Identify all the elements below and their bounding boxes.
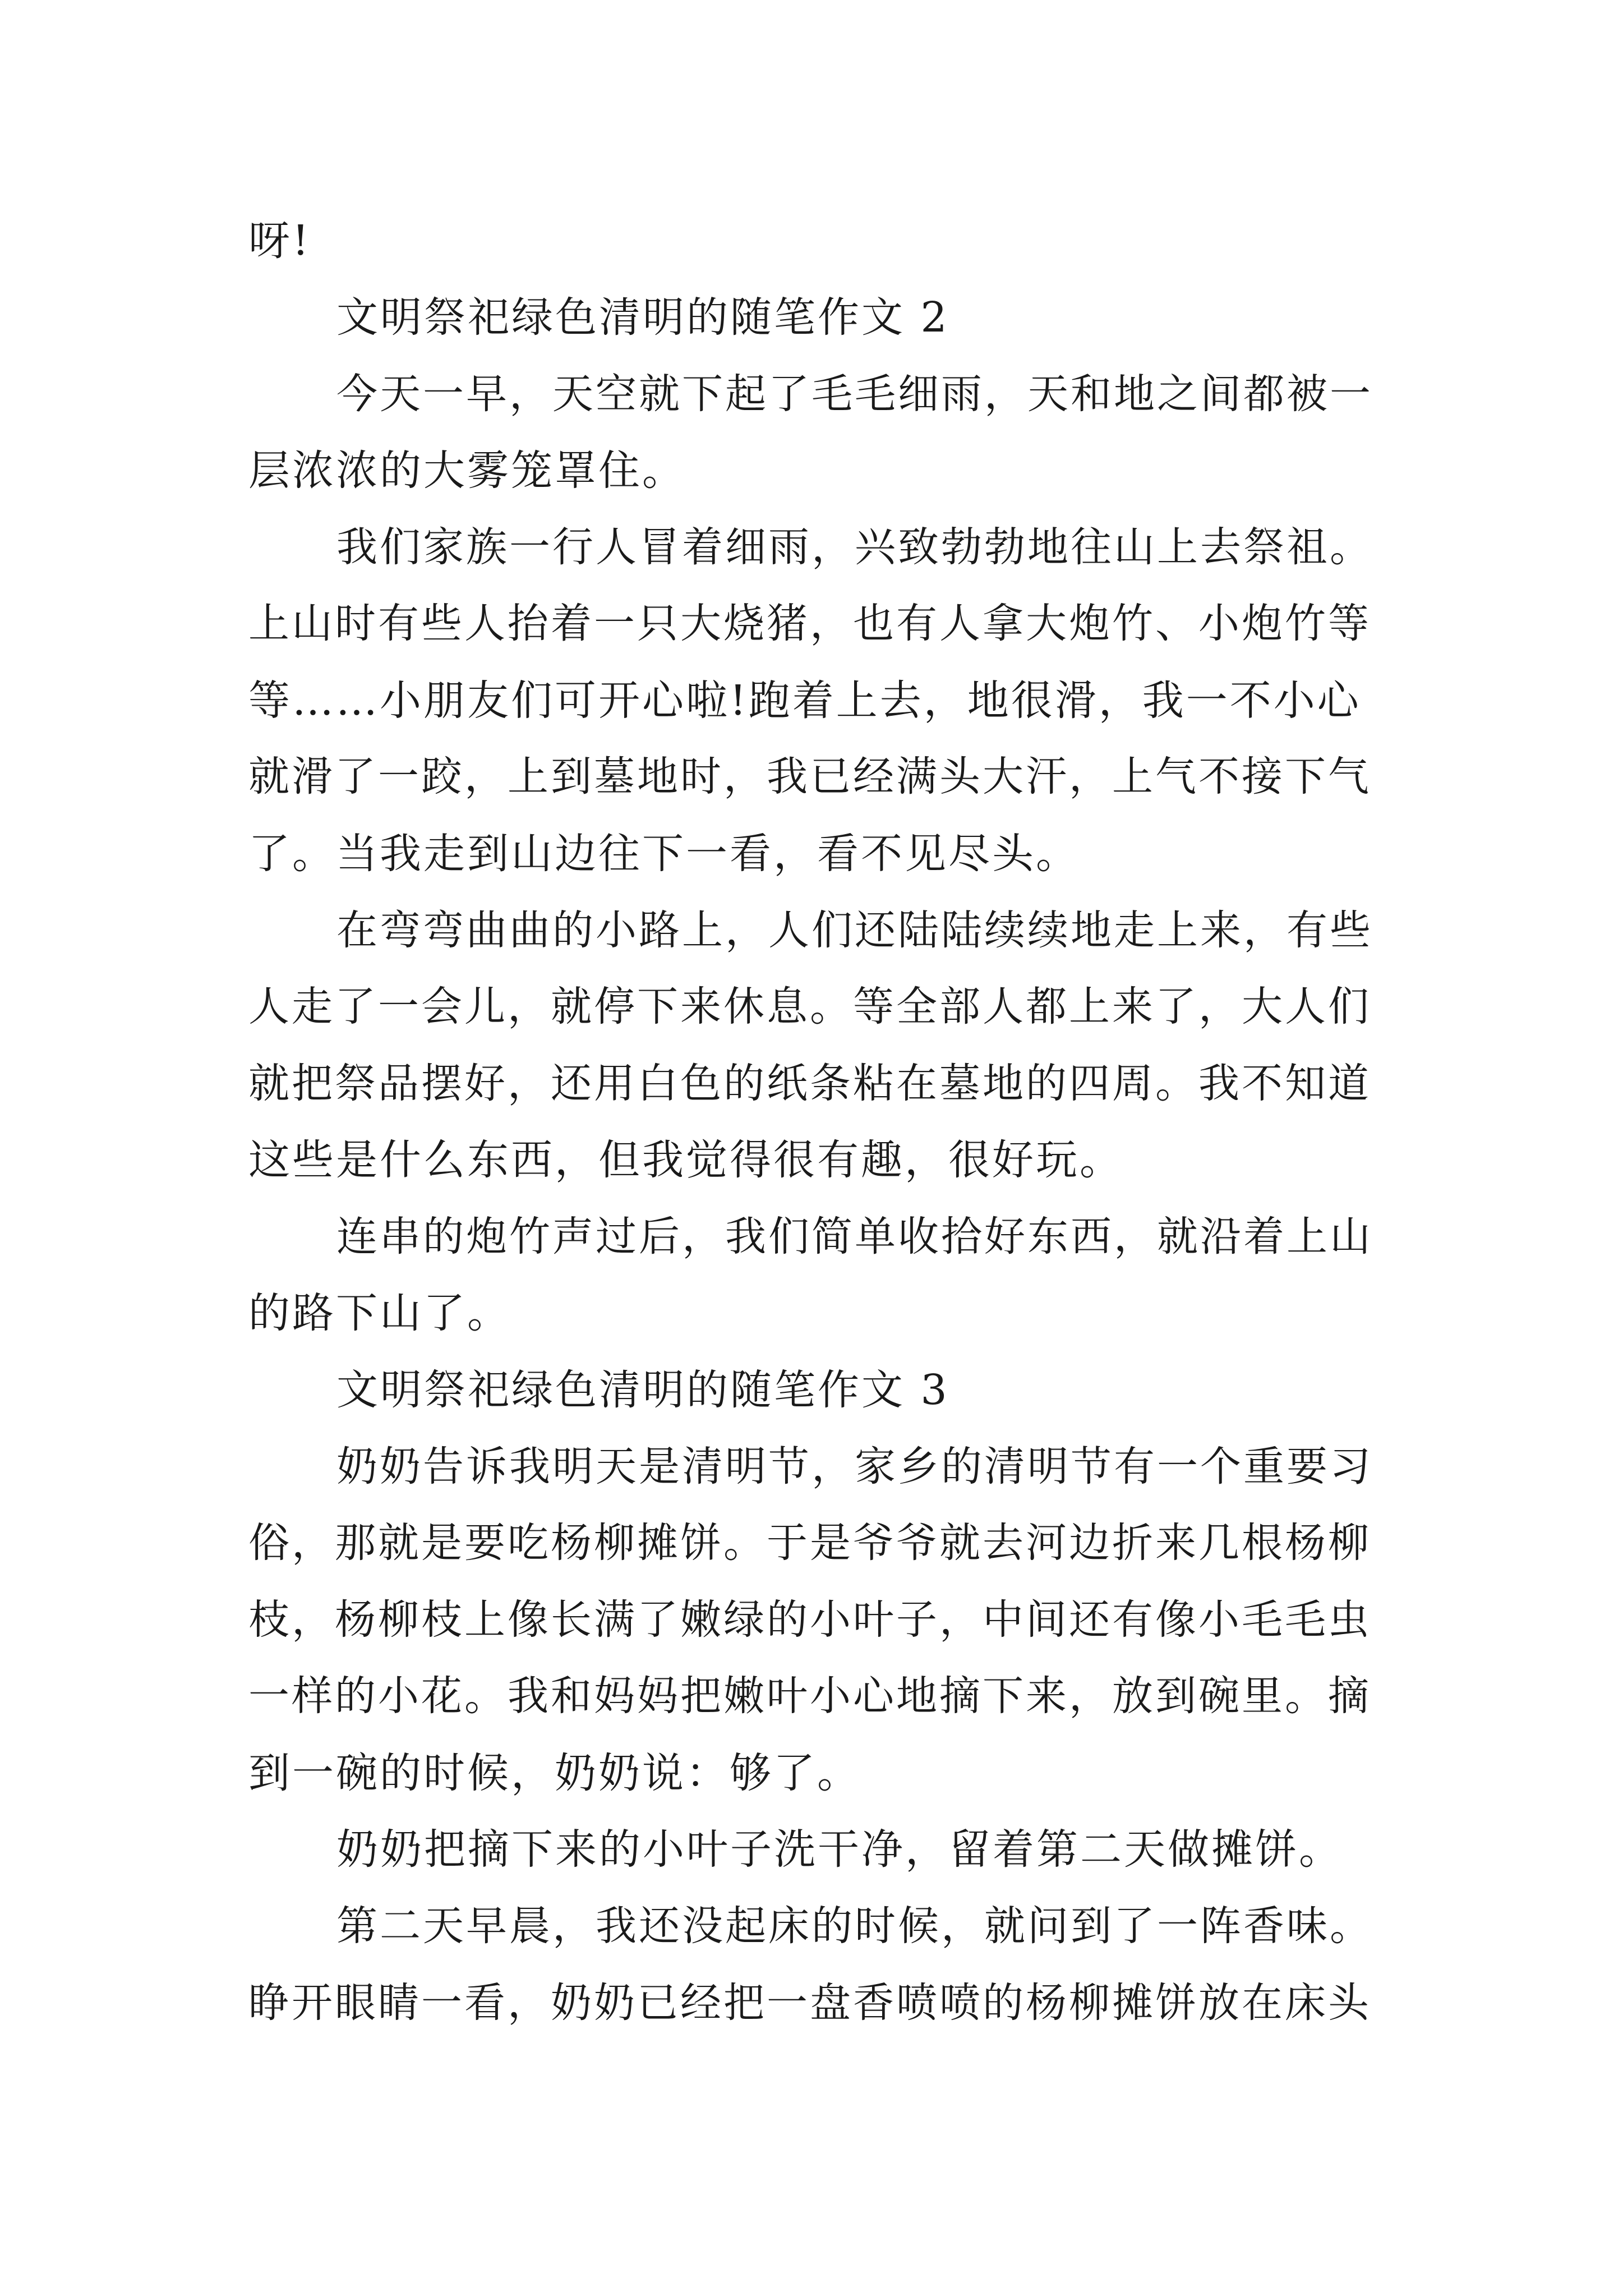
text-line: 我们家族一行人冒着细雨，兴致勃勃地往山上去祭祖。: [336, 523, 1373, 571]
text-line: 呀!: [248, 217, 311, 265]
text-line: 就滑了一跤，上到墓地时，我已经满头大汗，上气不接下气: [248, 753, 1371, 800]
text-line: 上山时有些人抬着一只大烧猪，也有人拿大炮竹、小炮竹等: [248, 600, 1371, 647]
text-line: 俗，那就是要吃杨柳摊饼。于是爷爷就去河边折来几根杨柳: [248, 1519, 1371, 1567]
text-line: 一样的小花。我和妈妈把嫩叶小心地摘下来，放到碗里。摘: [248, 1672, 1371, 1720]
text-line: 到一碗的时候，奶奶说：够了。: [248, 1749, 861, 1797]
text-line: 等……小朋友们可开心啦!跑着上去，地很滑，我一不小心: [248, 677, 1361, 725]
text-line: 枝，杨柳枝上像长满了嫩绿的小叶子，中间还有像小毛毛虫: [248, 1596, 1371, 1644]
text-line: 今天一早，天空就下起了毛毛细雨，天和地之间都被一: [336, 370, 1373, 418]
text-line: 连串的炮竹声过后，我们简单收拾好东西，就沿着上山: [336, 1213, 1373, 1260]
text-line: 了。当我走到山边往下一看，看不见尽头。: [248, 830, 1080, 878]
text-line: 人走了一会儿，就停下来休息。等全部人都上来了，大人们: [248, 983, 1371, 1030]
text-line: 奶奶告诉我明天是清明节，家乡的清明节有一个重要习: [336, 1443, 1373, 1490]
section-heading: 文明祭祀绿色清明的随笔作文 3: [336, 1366, 949, 1414]
text-line: 的路下山了。: [248, 1289, 511, 1337]
text-line: 就把祭品摆好，还用白色的纸条粘在墓地的四周。我不知道: [248, 1060, 1371, 1107]
text-line: 奶奶把摘下来的小叶子洗干净，留着第二天做摊饼。: [336, 1825, 1343, 1874]
text-line: 这些是什么东西，但我觉得很有趣，很好玩。: [248, 1136, 1123, 1184]
section-heading: 文明祭祀绿色清明的随笔作文 2: [336, 293, 949, 342]
text-line: 第二天早晨，我还没起床的时候，就问到了一阵香味。: [336, 1902, 1373, 1950]
text-line: 在弯弯曲曲的小路上，人们还陆陆续续地走上来，有些: [336, 907, 1373, 954]
text-line: 层浓浓的大雾笼罩住。: [248, 447, 686, 495]
text-line: 睁开眼睛一看，奶奶已经把一盘香喷喷的杨柳摊饼放在床头: [248, 1979, 1371, 2027]
